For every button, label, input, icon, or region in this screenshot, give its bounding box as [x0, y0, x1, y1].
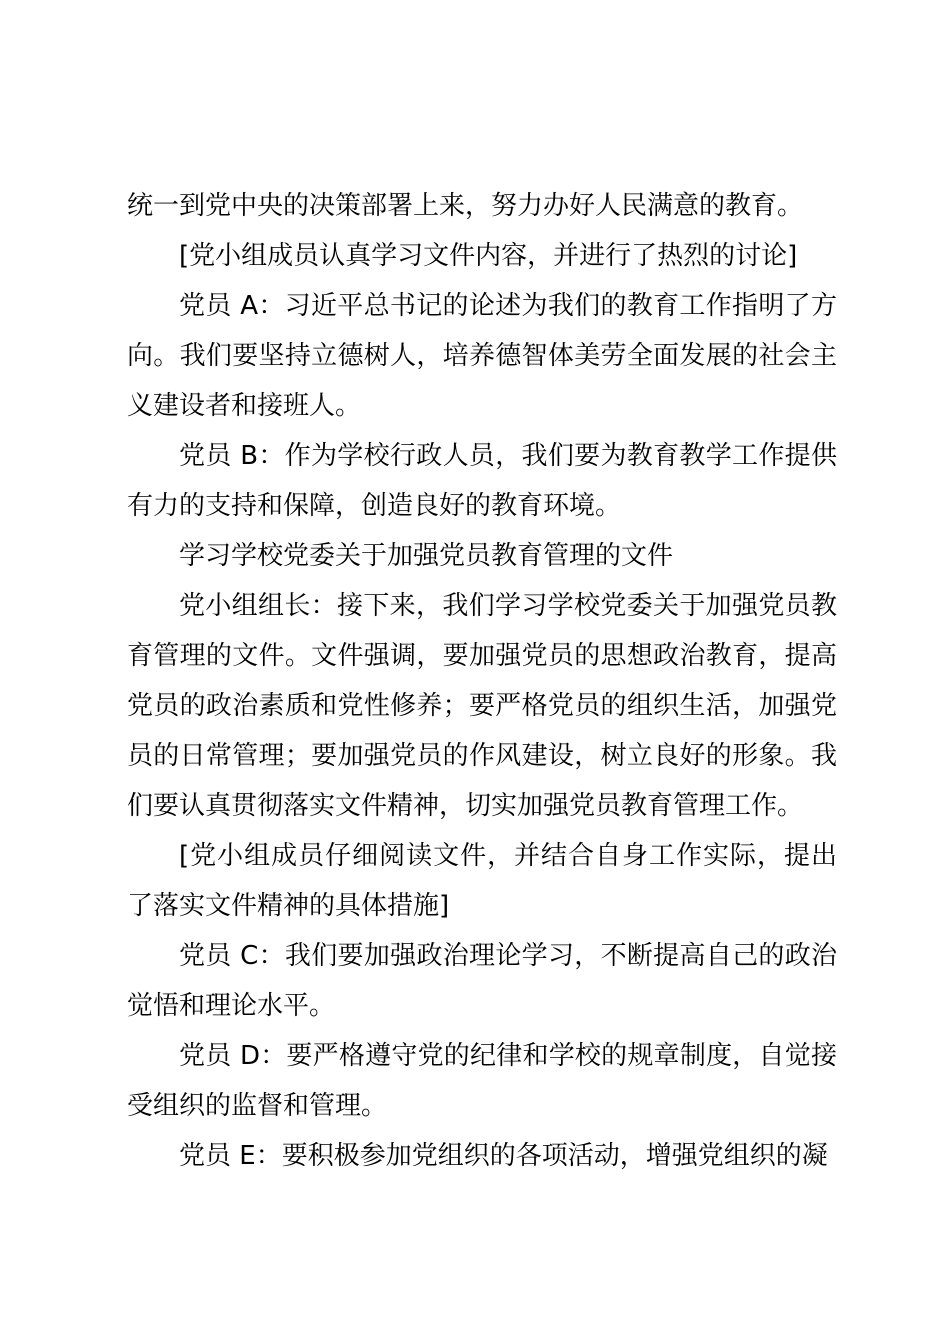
paragraph-member-a: 党员 A：习近平总书记的论述为我们的教育工作指明了方向。我们要坚持立德树人，培养德智体美劳全面发展的社会主义建设者和接班人。 — [127, 291, 837, 421]
paragraph-member-b: 党员 B：作为学校行政人员，我们要为教育教学工作提供有力的支持和保障，创造良好的教育环境。 — [127, 441, 837, 521]
paragraph-continuation: 统一到党中央的决策部署上来，努力办好人民满意的教育。 — [127, 191, 804, 221]
document-body — [127, 181, 837, 1181]
paragraph-member-e: 党员 E：要积极参加党组织的各项活动，增强党组织的凝 — [179, 1141, 828, 1171]
paragraph-member-c: 党员 C：我们要加强政治理论学习，不断提高自己的政治觉悟和理论水平。 — [127, 941, 837, 1021]
paragraph-discussion-note: [党小组成员认真学习文件内容，并进行了热烈的讨论] — [179, 241, 798, 271]
paragraph-group-leader: 党小组组长：接下来，我们学习学校党委关于加强党员教育管理的文件。文件强调，要加强党员的思想政治教育，提高党员的政治素质和党性修养；要严格党员的组织生活，加强党员的日常管理；要加强党员的作风建设，树立良好的形象。我们要认真贯彻落实文件精神，切实加强党员教育管理工作。 — [127, 591, 837, 821]
paragraph-reading-note: [党小组成员仔细阅读文件，并结合自身工作实际，提出了落实文件精神的具体措施] — [127, 841, 837, 921]
paragraph-member-d: 党员 D：要严格遵守党的纪律和学校的规章制度，自觉接受组织的监督和管理。 — [127, 1041, 837, 1121]
section-heading: 学习学校党委关于加强党员教育管理的文件 — [179, 541, 674, 571]
